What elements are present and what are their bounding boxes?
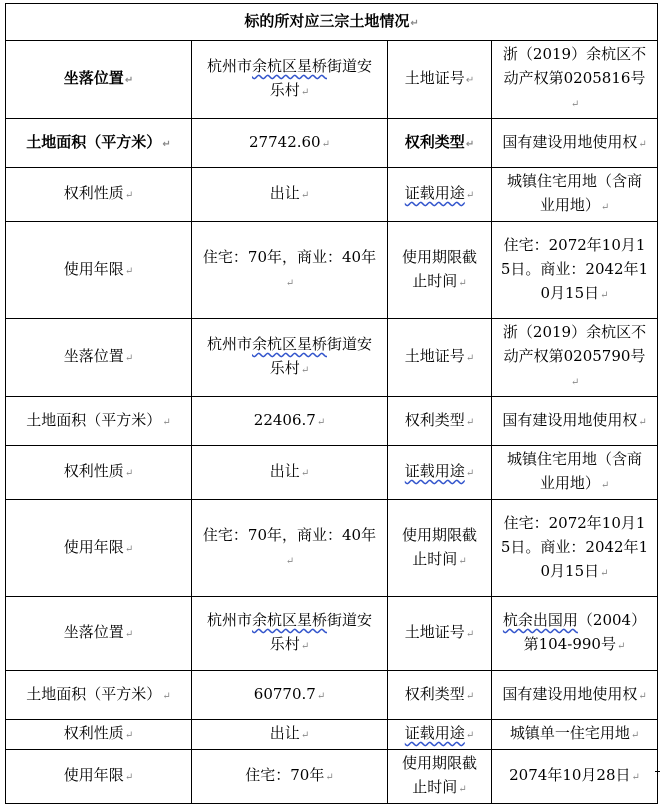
label-cert-no: 土地证号↵ (388, 319, 492, 397)
value-right-nature: 出让↵ (192, 720, 388, 750)
label-cert-no: 土地证号↵ (388, 597, 492, 671)
label-expiry: 使用期限截止时间↵ (388, 222, 492, 319)
label-right-type: 权利类型↵ (388, 119, 492, 168)
value-cert-no: 浙（2019）余杭区不动产权第0205816号↵ (492, 41, 658, 119)
value-right-nature: 出让↵ (192, 446, 388, 500)
table-row (6, 41, 658, 119)
value-area: 60770.7↵ (192, 671, 388, 720)
table-row (6, 168, 658, 222)
table-row (6, 319, 658, 397)
table-row (6, 750, 658, 804)
table-row (6, 671, 658, 720)
label-use-years: 使用年限↵ (6, 500, 192, 597)
value-cert-no: 浙（2019）余杭区不动产权第0205790号↵ (492, 319, 658, 397)
label-use-years: 使用年限↵ (6, 750, 192, 804)
label-expiry: 使用期限截止时间↵ (388, 750, 492, 804)
value-area: 22406.7↵ (192, 397, 388, 446)
label-use-years: 使用年限↵ (6, 222, 192, 319)
value-use-years: 住宅：70年，商业：40年↵ (192, 500, 388, 597)
label-area: 土地面积（平方米）↵ (6, 671, 192, 720)
label-cert-use: 证载用途↵ (388, 446, 492, 500)
label-right-nature: 权利性质↵ (6, 720, 192, 750)
value-location: 杭州市余杭区星桥街道安乐村↵ (192, 597, 388, 671)
table-row (6, 222, 658, 319)
value-location: 杭州市余杭区星桥街道安乐村↵ (192, 319, 388, 397)
label-right-type: 权利类型↵ (388, 397, 492, 446)
value-cert-use: 城镇住宅用地（含商业用地）↵ (492, 446, 658, 500)
value-location: 杭州市余杭区星桥街道安乐村↵ (192, 41, 388, 119)
table-title: 标的所对应三宗土地情况↵ (6, 4, 658, 41)
value-expiry: 住宅：2072年10月15日。商业：2042年10月15日↵ (492, 222, 658, 319)
table-row (6, 597, 658, 671)
table-border-tail (655, 771, 660, 772)
value-right-type: 国有建设用地使用权↵ (492, 119, 658, 168)
land-parcels-table (5, 3, 658, 804)
value-cert-use: 城镇单一住宅用地↵ (492, 720, 658, 750)
table-row (6, 446, 658, 500)
label-right-nature: 权利性质↵ (6, 168, 192, 222)
value-right-type: 国有建设用地使用权↵ (492, 397, 658, 446)
value-cert-no: 杭余出国用（2004）第104-990号↵ (492, 597, 658, 671)
label-cert-use: 证载用途↵ (388, 720, 492, 750)
table-row (6, 500, 658, 597)
label-expiry: 使用期限截止时间↵ (388, 500, 492, 597)
value-expiry: 住宅：2072年10月15日。商业：2042年10月15日↵ (492, 500, 658, 597)
value-right-nature: 出让↵ (192, 168, 388, 222)
value-use-years: 住宅：70年↵ (192, 750, 388, 804)
label-right-type: 权利类型↵ (388, 671, 492, 720)
label-location: 坐落位置↵ (6, 41, 192, 119)
value-expiry: 2074年10月28日↵ (492, 750, 658, 804)
label-area: 土地面积（平方米）↵ (6, 119, 192, 168)
table-row (6, 720, 658, 750)
label-cert-no: 土地证号↵ (388, 41, 492, 119)
value-right-type: 国有建设用地使用权↵ (492, 671, 658, 720)
label-right-nature: 权利性质↵ (6, 446, 192, 500)
value-use-years: 住宅：70年，商业：40年↵ (192, 222, 388, 319)
value-cert-use: 城镇住宅用地（含商业用地）↵ (492, 168, 658, 222)
label-location: 坐落位置↵ (6, 597, 192, 671)
label-location: 坐落位置↵ (6, 319, 192, 397)
label-area: 土地面积（平方米）↵ (6, 397, 192, 446)
value-area: 27742.60↵ (192, 119, 388, 168)
table-row (6, 119, 658, 168)
table-row (6, 397, 658, 446)
label-cert-use: 证载用途↵ (388, 168, 492, 222)
